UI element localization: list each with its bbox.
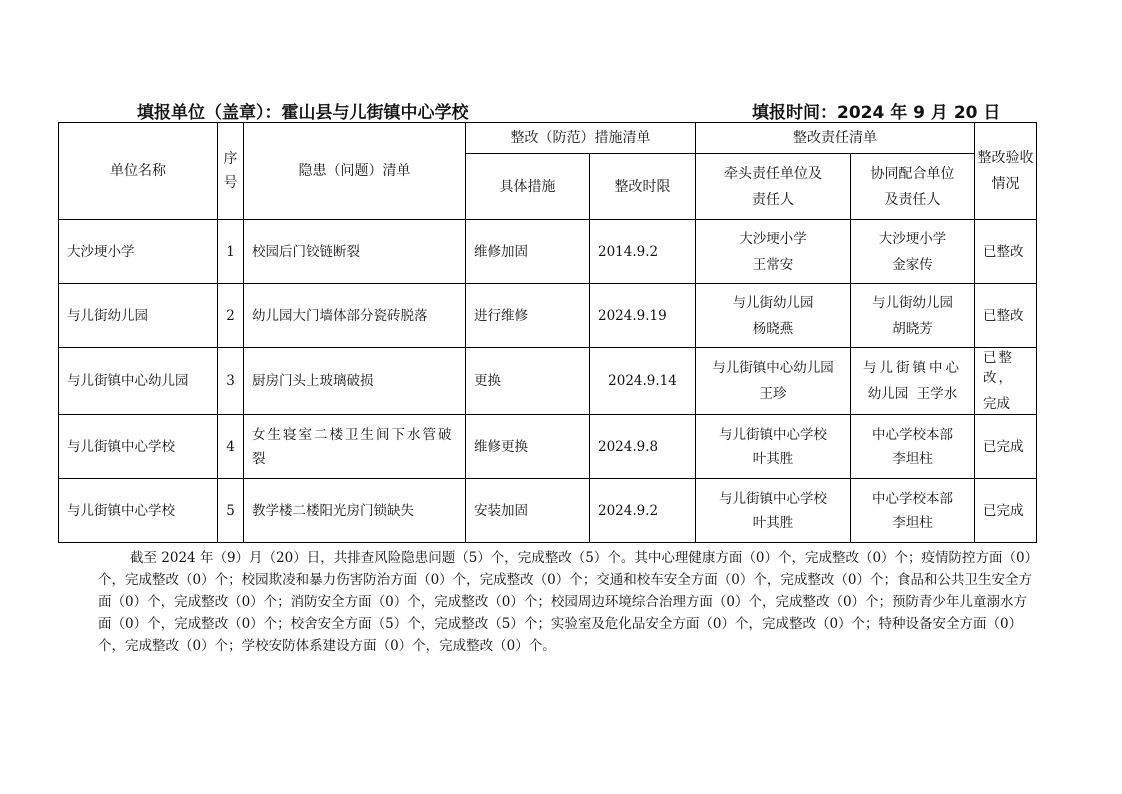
cell-hazard: 校园后门铰链断裂 xyxy=(244,220,466,284)
cell-assist-person: 幼儿园 王学水 xyxy=(867,386,958,402)
cell-lead-unit: 与儿街镇中心学校 xyxy=(719,426,827,443)
header-acceptance-line1: 整改验收 xyxy=(977,150,1034,166)
cell-assist-person: 胡晓芳 xyxy=(892,320,933,337)
reporting-unit-label: 填报单位（盖章）：霍山县与儿街镇中心学校 xyxy=(137,103,469,123)
cell-lead xyxy=(696,348,851,415)
header-deadline: 整改时限 xyxy=(590,154,696,220)
header-assist-line2: 及责任人 xyxy=(884,191,941,208)
table-row xyxy=(59,348,1037,415)
cell-hazard: 教学楼二楼阳光房门锁缺失 xyxy=(244,479,466,543)
cell-measure: 进行维修 xyxy=(466,284,590,348)
header-acceptance-line2: 情况 xyxy=(991,176,1020,192)
cell-status-line1: 已整改， xyxy=(983,350,1014,386)
header-acceptance xyxy=(975,123,1037,220)
cell-unit: 与儿街镇中心学校 xyxy=(59,415,218,479)
header-assist-line1: 协同配合单位 xyxy=(870,165,955,182)
cell-measure: 维修加固 xyxy=(466,220,590,284)
table-row xyxy=(59,220,1037,284)
cell-assist-unit: 大沙埂小学 xyxy=(878,230,947,247)
cell-lead-unit: 与儿街幼儿园 xyxy=(732,294,814,311)
cell-hazard xyxy=(244,415,466,479)
cell-assist xyxy=(851,348,975,415)
cell-deadline: 2014.9.2 xyxy=(590,220,696,284)
cell-status: 已整改 xyxy=(975,220,1037,284)
cell-lead xyxy=(696,479,851,543)
cell-measure: 维修更换 xyxy=(466,415,590,479)
header-responsibility-group: 整改责任清单 xyxy=(696,123,975,154)
cell-assist xyxy=(851,284,975,348)
cell-assist-person: 李坦柱 xyxy=(892,450,933,467)
cell-deadline: 2024.9.8 xyxy=(590,415,696,479)
cell-assist xyxy=(851,479,975,543)
table-row xyxy=(59,479,1037,543)
cell-hazard-line1: 女生寝室二楼卫生间下水管破 xyxy=(252,426,454,443)
cell-lead-person: 叶其胜 xyxy=(752,450,794,467)
cell-measure: 更换 xyxy=(466,348,590,415)
cell-unit: 与儿街幼儿园 xyxy=(59,284,218,348)
cell-seq: 1 xyxy=(218,220,244,284)
cell-status-line2: 完成 xyxy=(983,396,1010,412)
cell-assist-person: 金家传 xyxy=(892,256,933,273)
cell-status: 已完成 xyxy=(975,479,1037,543)
cell-lead-person: 杨晓燕 xyxy=(752,320,794,337)
cell-seq: 5 xyxy=(218,479,244,543)
header-unit-name: 单位名称 xyxy=(59,123,218,220)
cell-assist xyxy=(851,220,975,284)
cell-assist-unit: 中心学校本部 xyxy=(872,490,953,507)
header-seq: 序号 xyxy=(218,123,244,220)
hazard-rectification-table xyxy=(58,122,1037,543)
header-lead-line2: 责任人 xyxy=(752,191,794,208)
cell-assist-unit: 中心学校本部 xyxy=(872,426,953,443)
cell-assist-unit: 与儿街镇中心 xyxy=(863,360,962,376)
cell-status xyxy=(975,348,1037,415)
header-lead-line1: 牵头责任单位及 xyxy=(724,165,822,182)
cell-hazard: 幼儿园大门墙体部分瓷砖脱落 xyxy=(244,284,466,348)
reporting-date-label: 填报时间：2024 年 9 月 20 日 xyxy=(752,103,1001,123)
cell-seq: 2 xyxy=(218,284,244,348)
cell-assist xyxy=(851,415,975,479)
cell-lead-person: 王常安 xyxy=(752,256,794,273)
cell-deadline: 2024.9.2 xyxy=(590,479,696,543)
cell-deadline: 2024.9.19 xyxy=(590,284,696,348)
summary-paragraph: 截至 2024 年（9）月（20）日，共排查风险隐患问题（5）个，完成整改（5）个。其中心理健康方面（0）个，完成整改（0）个；疫情防控方面（0）个，完成整改（0）个；校园欺凌和暴力伤害防治方面（0）个，完成整改（0）个；交通和校车安全方面（0）个，完成整改（0）个；食品和公共卫生安全方面（0）个，完成整改（0）个；消防安全方面（0）个，完成整改（0）个；校园周边环境综合治理方面（0）个，完成整改（0）个；预防青少年儿童溺水方面（0）个，完成整改（0）个；校舍安全方面（5）个，完成整改（5）个；实验室及危化品安全方面（0）个，完成整改（0）个；特种设备安全方面（0）个，完成整改（0）个；学校安防体系建设方面（0）个，完成整改（0）个。 xyxy=(98,550,1032,654)
cell-deadline: 2024.9.14 xyxy=(590,348,696,415)
cell-lead-unit: 与儿街镇中心学校 xyxy=(719,490,827,507)
header-measure: 具体措施 xyxy=(466,154,590,220)
header-hazard: 隐患（问题）清单 xyxy=(244,123,466,220)
cell-unit: 大沙埂小学 xyxy=(59,220,218,284)
header-assist xyxy=(851,154,975,220)
cell-assist-person: 李坦柱 xyxy=(892,514,933,531)
header-lead xyxy=(696,154,851,220)
table-header-row xyxy=(59,123,1037,154)
table-row xyxy=(59,284,1037,348)
cell-hazard-line2: 裂 xyxy=(252,450,266,467)
cell-lead xyxy=(696,284,851,348)
cell-lead xyxy=(696,220,851,284)
cell-seq: 3 xyxy=(218,348,244,415)
cell-status: 已完成 xyxy=(975,415,1037,479)
cell-hazard: 厨房门头上玻璃破损 xyxy=(244,348,466,415)
cell-seq: 4 xyxy=(218,415,244,479)
cell-lead xyxy=(696,415,851,479)
header-measures-group: 整改（防范）措施清单 xyxy=(466,123,696,154)
cell-assist-unit: 与儿街幼儿园 xyxy=(872,294,953,311)
table-row xyxy=(59,415,1037,479)
cell-lead-unit: 大沙埂小学 xyxy=(739,230,807,247)
cell-measure: 安装加固 xyxy=(466,479,590,543)
cell-lead-person: 叶其胜 xyxy=(752,514,794,531)
cell-lead-person: 王珍 xyxy=(759,386,787,402)
cell-lead-unit: 与儿街镇中心幼儿园 xyxy=(712,360,834,376)
cell-unit: 与儿街镇中心幼儿园 xyxy=(59,348,218,415)
cell-status: 已整改 xyxy=(975,284,1037,348)
cell-unit: 与儿街镇中心学校 xyxy=(59,479,218,543)
